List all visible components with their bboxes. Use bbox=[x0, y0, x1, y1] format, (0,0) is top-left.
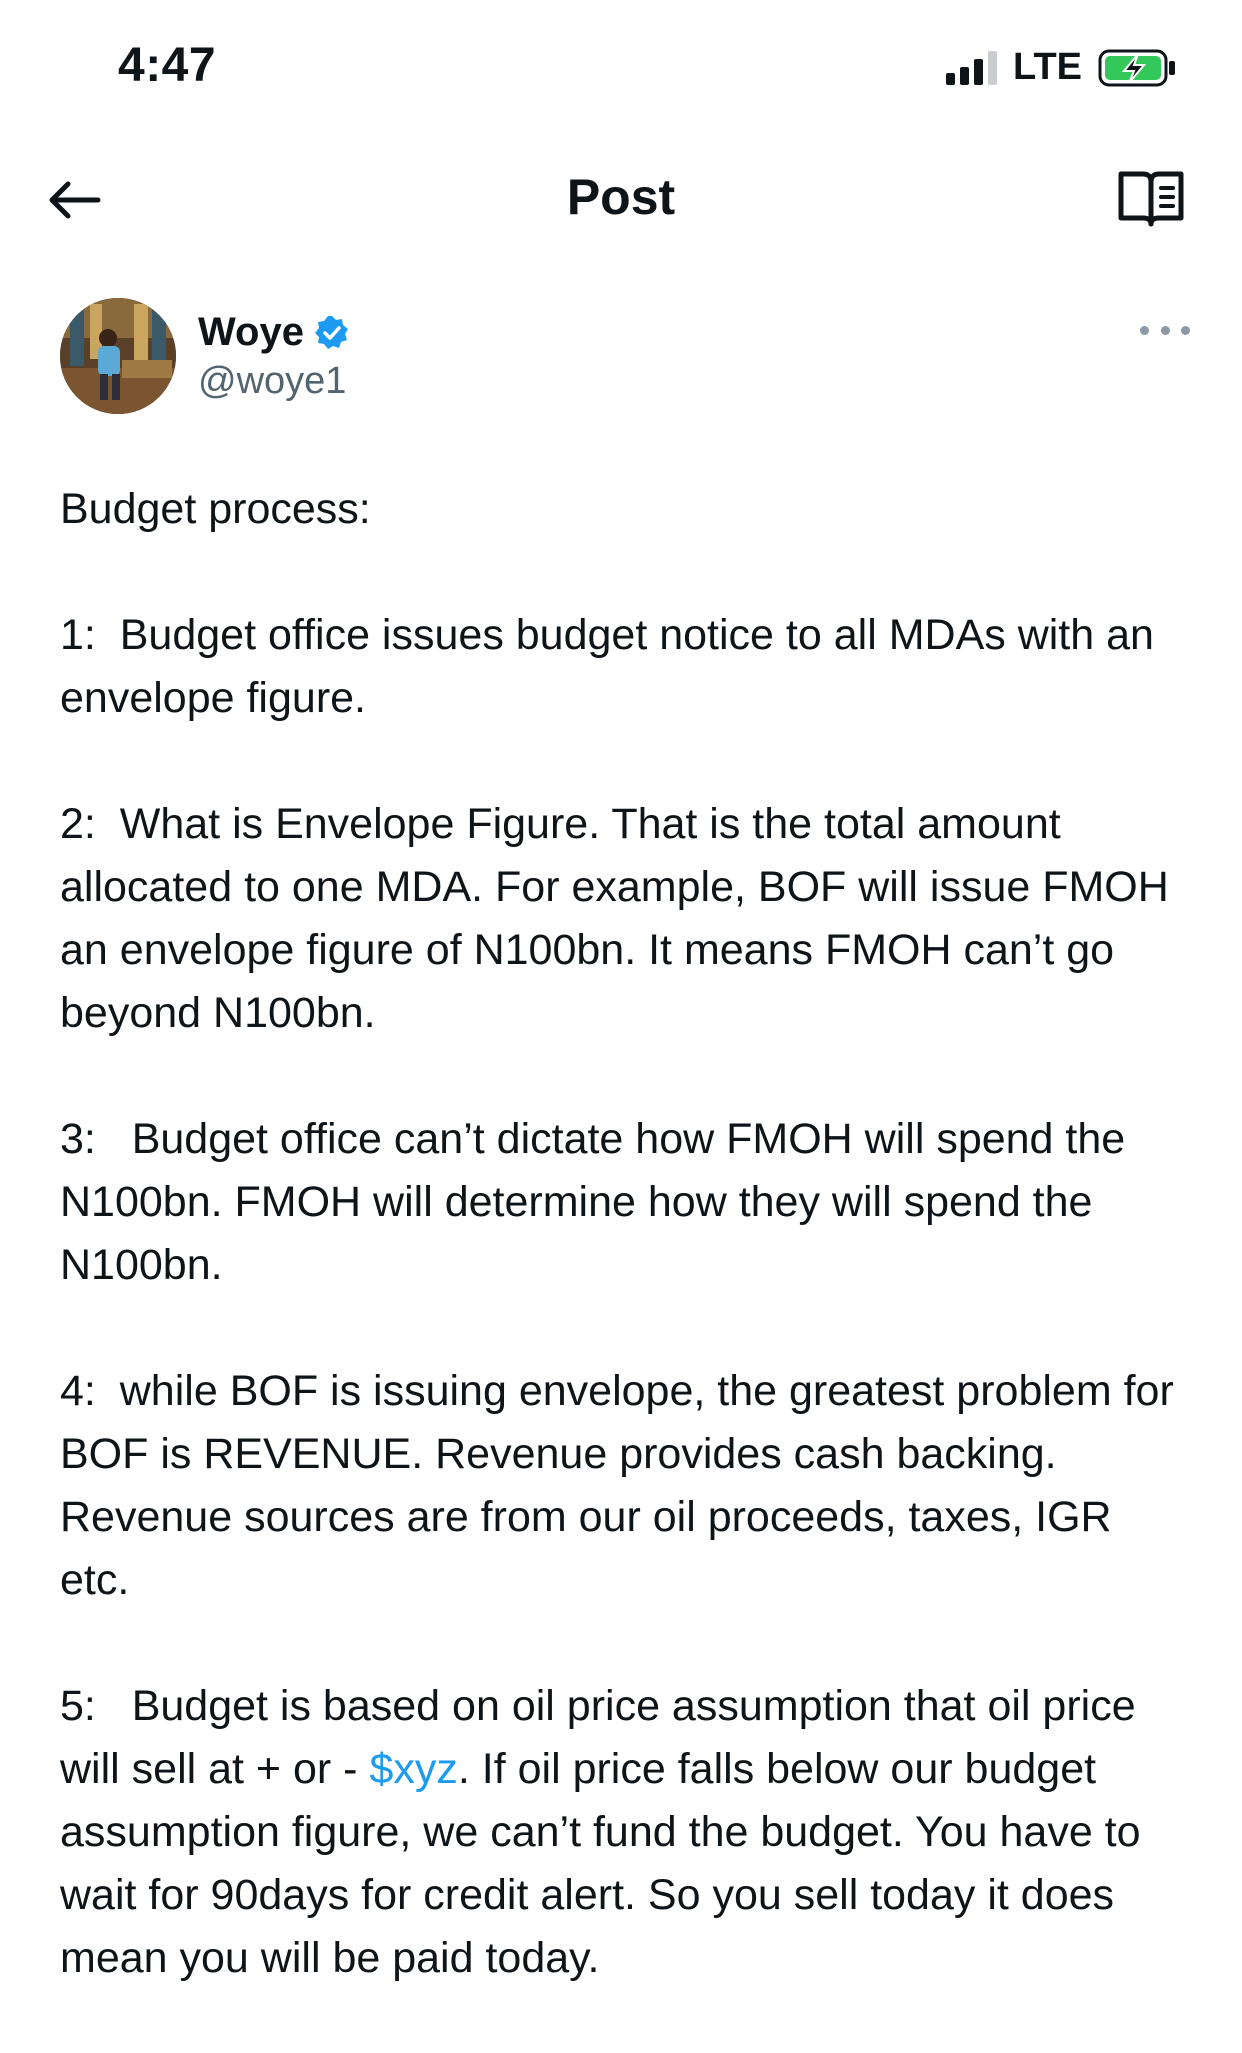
more-icon bbox=[1140, 326, 1149, 335]
post-paragraph-3: 3: Budget office can’t dictate how FMOH will spend the N100bn. FMOH will determine how they will spend the N100bn. bbox=[60, 1115, 1138, 1289]
page-title: Post bbox=[566, 169, 676, 225]
post-intro: Budget process: bbox=[60, 485, 371, 533]
battery-icon bbox=[1098, 48, 1178, 88]
post-author bbox=[60, 298, 1190, 418]
status-time: 4:47 bbox=[118, 39, 217, 92]
cashtag-link[interactable]: $xyz bbox=[369, 1745, 458, 1793]
avatar[interactable] bbox=[60, 298, 176, 414]
reader-button[interactable] bbox=[1116, 168, 1186, 230]
more-button[interactable] bbox=[1140, 320, 1190, 340]
network-type: LTE bbox=[1013, 46, 1082, 88]
post-paragraph-5-end: . If oil price falls below our budget assumption figure, we can’t fund the budget. You have to wait for 90days for credit alert. So you sell today it does mean you will be paid today. bbox=[60, 1745, 1153, 1982]
status-indicators bbox=[946, 46, 1178, 89]
status-bar bbox=[0, 0, 1242, 130]
post-paragraph-1: 1: Budget office issues budget notice to all MDAs with an envelope figure. bbox=[60, 611, 1166, 722]
post-paragraph-4: 4: while BOF is issuing envelope, the greatest problem for BOF is REVENUE. Revenue provides cash backing. Revenue sources are from our oil proceeds, taxes, IGR etc. bbox=[60, 1367, 1186, 1604]
author-handle[interactable]: @woye1 bbox=[198, 360, 347, 402]
author-name-row bbox=[198, 310, 350, 355]
post-paragraph-5-start: 5: Budget is based on oil price assumption that oil price will sell at + or - bbox=[60, 1682, 1148, 1793]
post-paragraph-2: 2: What is Envelope Figure. That is the total amount allocated to one MDA. For example, BOF will issue FMOH an envelope figure of N100bn. It means FMOH can’t go beyond N100bn. bbox=[60, 800, 1181, 1037]
signal-icon bbox=[946, 51, 997, 85]
post-text bbox=[60, 478, 1190, 2053]
nav-header bbox=[0, 150, 1242, 250]
reader-icon bbox=[1117, 170, 1185, 228]
author-name[interactable]: Woye bbox=[198, 310, 304, 354]
verified-badge-icon bbox=[314, 315, 350, 351]
post-paragraph-5 bbox=[60, 1675, 1190, 1990]
